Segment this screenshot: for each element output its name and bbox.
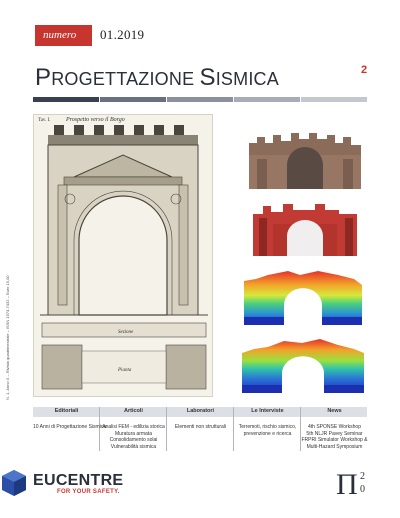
publication-info: N. 1, Anno X – Rivista quadrimestrale – ISSN 1973-7432 – Euro 15,00 xyxy=(5,275,10,400)
section-heading-interviste: Le Interviste xyxy=(251,408,284,414)
section-item: 5th NLJR Pavey Seminar xyxy=(306,430,363,437)
section-item: 10 Anni di Progettazione Sismica xyxy=(33,424,107,430)
section-items-articoli xyxy=(100,424,167,450)
pi-glyph: Π xyxy=(336,468,358,500)
point-cloud-model xyxy=(243,198,368,258)
title-initial-2: S xyxy=(199,64,216,91)
section-item: Multi-Hazard Symposium xyxy=(306,443,363,450)
displacement-contour-model-1 xyxy=(238,265,368,327)
section-heading-editoriali: Editoriali xyxy=(54,408,79,414)
title-rest-2: ISMICA xyxy=(215,69,279,89)
section-items-laboratori xyxy=(167,424,234,431)
section-item: Analisi FEM - edilizia storica xyxy=(102,424,165,430)
journal-title xyxy=(35,64,279,92)
header-band-segment xyxy=(301,97,367,102)
pi-sub: 2 xyxy=(360,471,365,482)
section-heading-articoli: Articoli xyxy=(124,408,143,414)
logo-name: EUCENTRE xyxy=(33,472,124,489)
header-band-segment xyxy=(167,97,233,102)
logo-tagline: FOR YOUR SAFETY. xyxy=(57,489,120,495)
arch-engraving-plate xyxy=(33,114,213,397)
issue-badge xyxy=(35,25,92,46)
section-item: prevenzione e ricerca xyxy=(243,430,292,437)
plate-label-plan: Pianta xyxy=(118,368,132,373)
header-band-segment xyxy=(234,97,300,102)
section-heading-news: News xyxy=(327,408,342,414)
title-rest-1: ROGETTAZIONE xyxy=(51,69,200,89)
pi-squared-mark xyxy=(336,466,372,500)
displacement-contour-model-2 xyxy=(238,335,368,395)
section-item: Consolidamento solai xyxy=(109,437,158,443)
section-items-editoriali xyxy=(33,424,107,431)
section-item: Elementi non strutturali xyxy=(174,424,227,430)
section-heading-laboratori: Laboratori xyxy=(186,408,215,414)
plate-label-section: Sezione xyxy=(118,330,134,335)
issue-date: 01.2019 xyxy=(100,27,145,42)
arch-engraving xyxy=(34,115,213,397)
title-superscript: 2 xyxy=(361,64,368,76)
section-item: FRPRI Simulator Workshop & xyxy=(301,437,368,443)
title-initial-1: P xyxy=(35,64,52,91)
pi-sup: 0 xyxy=(360,484,365,495)
header-band-segment xyxy=(100,97,166,102)
photogrammetry-model xyxy=(243,125,368,190)
section-item: Muratura armata xyxy=(115,430,152,437)
plate-number: Tav. I. xyxy=(38,118,51,123)
issue-label: numero xyxy=(43,29,77,41)
cube-icon xyxy=(2,470,26,496)
section-item: Terremoti, rischio sismico, xyxy=(238,424,297,430)
section-items-news xyxy=(301,424,368,450)
section-item: 4th SPONSE Workshop xyxy=(308,424,361,430)
section-item: Vulnerabilità sismica xyxy=(110,443,157,450)
plate-heading: Prospetto verso il Borgo xyxy=(66,117,125,123)
header-band-segment xyxy=(33,97,99,102)
section-items-interviste xyxy=(234,424,301,437)
